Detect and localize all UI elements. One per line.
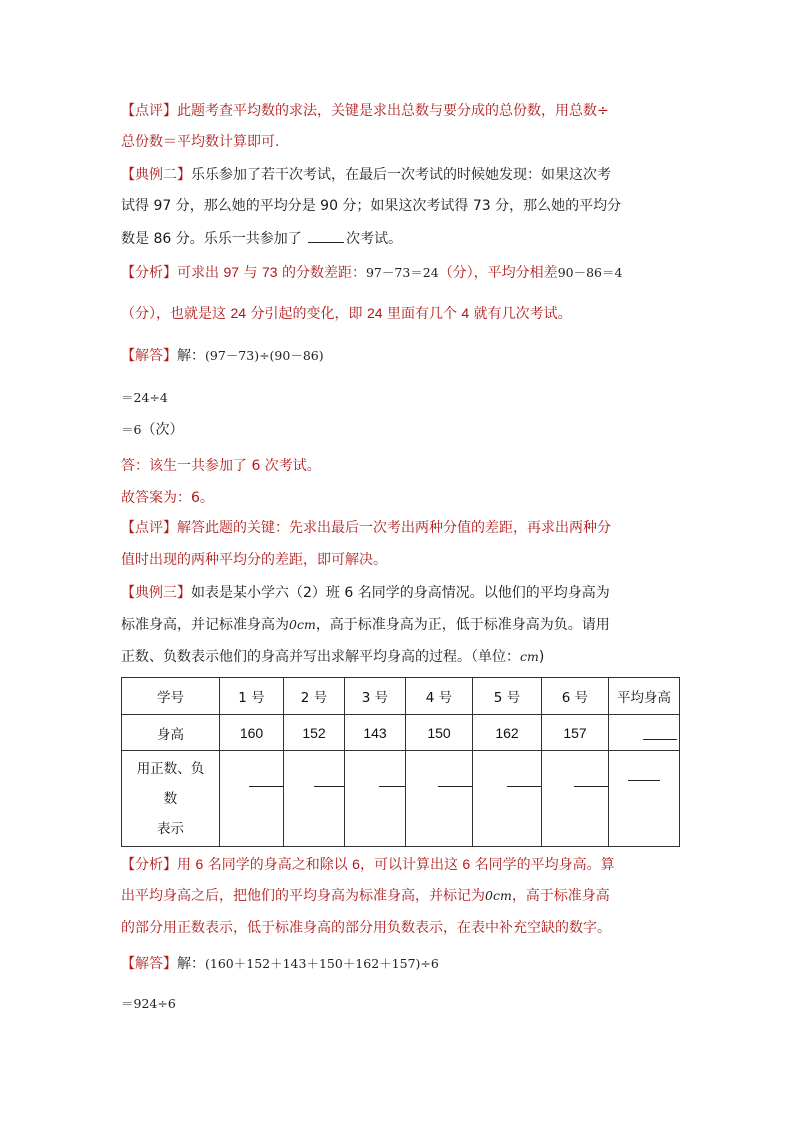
table-cell-blank — [220, 751, 284, 847]
table-cell: 152 — [284, 715, 345, 751]
solution2-line1 — [121, 346, 324, 366]
solution3-step1: ＝924÷6 — [121, 996, 176, 1011]
example3-line1 — [121, 583, 610, 603]
answer-blank — [308, 228, 344, 243]
analysis2-tag: 【分析】 — [121, 265, 177, 281]
height-table — [121, 677, 680, 847]
solution2-jie: 解： — [177, 348, 205, 364]
analysis2-eq2: 90－86＝4 — [557, 265, 623, 280]
review2-text1: 解答此题的关键：先求出最后一次考出两种分值的差距，再求出两种分 — [177, 520, 611, 536]
example3-text: 标准身高，并记标准身高为 — [121, 617, 289, 633]
review2-line2: 值时出现的两种平均分的差距，即可解决。 — [121, 552, 387, 568]
example3-text: ，高于标准身高为正，低于标准身高为负。请用 — [315, 617, 610, 633]
analysis3-unit: 0cm — [485, 888, 512, 903]
analysis2-text: （分），也就是这 — [121, 306, 231, 322]
table-cell-blank — [284, 751, 345, 847]
table-row — [122, 715, 680, 751]
solution2-step2-unit: （次） — [141, 422, 184, 438]
review1-line1 — [121, 101, 609, 121]
analysis2-text: 可求出 — [177, 265, 224, 281]
table-cell-blank — [473, 751, 542, 847]
row-label-part: 表示 — [157, 820, 184, 837]
review2-tag: 【点评】 — [121, 520, 177, 536]
table-row-label — [122, 751, 220, 847]
analysis3-text: ，可以计算出这 — [359, 857, 463, 873]
example2-line2: 试得 97 分，那么她的平均分是 90 分；如果这次考试得 73 分，那么她的平均分 — [121, 198, 622, 214]
table-cell: 162 — [473, 715, 542, 751]
analysis2-n4: 4 — [461, 305, 470, 321]
fill-blank — [628, 779, 660, 781]
table-header-row — [122, 678, 680, 715]
solution2-step1: ＝24÷4 — [121, 390, 168, 405]
analysis3-text: 用 — [177, 857, 196, 873]
analysis2-text: 分引起的变化，即 — [246, 306, 367, 322]
analysis2-n24: 24 — [230, 305, 247, 321]
analysis3-n6: 6 — [195, 856, 204, 872]
table-cell-blank — [406, 751, 473, 847]
analysis2-line2 — [121, 303, 572, 324]
row-label-part: 数 — [163, 790, 178, 807]
analysis2-n24: 24 — [366, 305, 383, 321]
example3-tag: 【典例三】 — [121, 585, 191, 601]
table-cell: 150 — [406, 715, 473, 751]
table-cell-blank — [609, 715, 680, 751]
analysis3-n6: 6 — [462, 856, 471, 872]
fill-blank — [574, 785, 608, 787]
example3-text1: 如表是某小学六（2）班 6 名同学的身高情况。以他们的平均身高为 — [191, 585, 610, 601]
table-cell-blank — [609, 751, 680, 847]
table-cell: 160 — [220, 715, 284, 751]
analysis3-text: 名同学的身高之和除以 — [203, 857, 353, 873]
analysis3-line1 — [121, 854, 615, 875]
row-label-part: 用正数、负 — [136, 760, 205, 777]
analysis3-line2 — [121, 886, 610, 906]
example2-tag: 【典例二】 — [121, 167, 191, 183]
analysis3-text: 名同学的平均身高。算 — [470, 857, 615, 873]
analysis2-text: 里面有几个 — [382, 306, 462, 322]
solution2-expr: (97－73)÷(90－86) — [205, 348, 324, 363]
analysis3-text: ，高于标准身高 — [511, 888, 610, 904]
example2-line3 — [121, 228, 402, 249]
fill-blank — [507, 785, 541, 787]
solution3-line1 — [121, 954, 439, 974]
table-header-cell: 2 号 — [284, 678, 345, 715]
table-header-cell: 1 号 — [220, 678, 284, 715]
example3-line3 — [121, 647, 544, 667]
table-row — [122, 751, 680, 847]
analysis2-n97: 97 — [223, 264, 240, 280]
review2-line1 — [121, 518, 611, 538]
table-header-cell: 6 号 — [542, 678, 609, 715]
example3-line2 — [121, 615, 610, 635]
table-row-label: 身高 — [122, 715, 220, 751]
solution2-answer: 答：该生一共参加了 6 次考试。 — [121, 458, 321, 474]
example2-text1: 乐乐参加了若干次考试，在最后一次考试的时候她发现：如果这次考 — [191, 167, 611, 183]
table-header-cell: 学号 — [122, 678, 220, 715]
example2-text3a: 数是 86 分。乐乐一共参加了 — [121, 231, 307, 247]
table-cell: 143 — [345, 715, 406, 751]
example2-line1 — [121, 165, 611, 185]
fill-blank — [438, 785, 472, 787]
solution2-step2 — [121, 420, 183, 440]
solution2-step2-value: ＝6 — [121, 422, 142, 437]
solution3-jie: 解： — [177, 956, 205, 972]
solution2-tag: 【解答】 — [121, 348, 177, 364]
example3-text: 正数、负数表示他们的身高并写出求解平均身高的过程。（单位： — [121, 649, 520, 665]
fill-blank — [249, 785, 283, 787]
table-cell-blank — [345, 751, 406, 847]
review1-text1: 此题考查平均数的求法，关键是求出总数与要分成的总份数，用总数÷ — [177, 103, 609, 119]
review1-line2: 总份数＝平均数计算即可. — [121, 134, 280, 150]
example3-text: ) — [538, 649, 545, 665]
table-cell-blank — [542, 751, 609, 847]
fill-blank — [643, 738, 677, 740]
table-header-cell: 4 号 — [406, 678, 473, 715]
fill-blank — [379, 785, 405, 787]
analysis3-n6: 6 — [352, 856, 360, 872]
example3-unit: cm — [520, 649, 539, 664]
table-cell: 157 — [542, 715, 609, 751]
analysis2-text: 就有几次考试。 — [469, 306, 572, 322]
example3-unit: 0cm — [289, 617, 316, 632]
analysis2-eq1: 97－73＝24 — [365, 265, 439, 280]
analysis2-line1 — [121, 262, 622, 283]
analysis2-n73: 73 — [261, 264, 278, 280]
fill-blank — [314, 785, 344, 787]
solution3-expr: (160＋152＋143＋150＋162＋157)÷6 — [205, 956, 439, 971]
example2-text3b: 次考试。 — [346, 231, 403, 247]
table-header-cell: 5 号 — [473, 678, 542, 715]
solution3-tag: 【解答】 — [121, 956, 177, 972]
analysis3-tag: 【分析】 — [121, 857, 177, 873]
analysis2-text: 的分数差距： — [277, 265, 366, 281]
table-header-cell: 3 号 — [345, 678, 406, 715]
analysis3-line3: 的部分用正数表示，低于标准身高的部分用负数表示，在表中补充空缺的数字。 — [121, 920, 611, 936]
analysis3-text: 出平均身高之后，把他们的平均身高为标准身高，并标记为 — [121, 888, 485, 904]
review1-tag: 【点评】 — [121, 103, 177, 119]
analysis2-text: （分），平均分相差 — [438, 265, 558, 281]
solution2-final: 故答案为：6。 — [121, 490, 214, 506]
table-header-cell: 平均身高 — [609, 678, 680, 715]
analysis2-text: 与 — [239, 265, 262, 281]
